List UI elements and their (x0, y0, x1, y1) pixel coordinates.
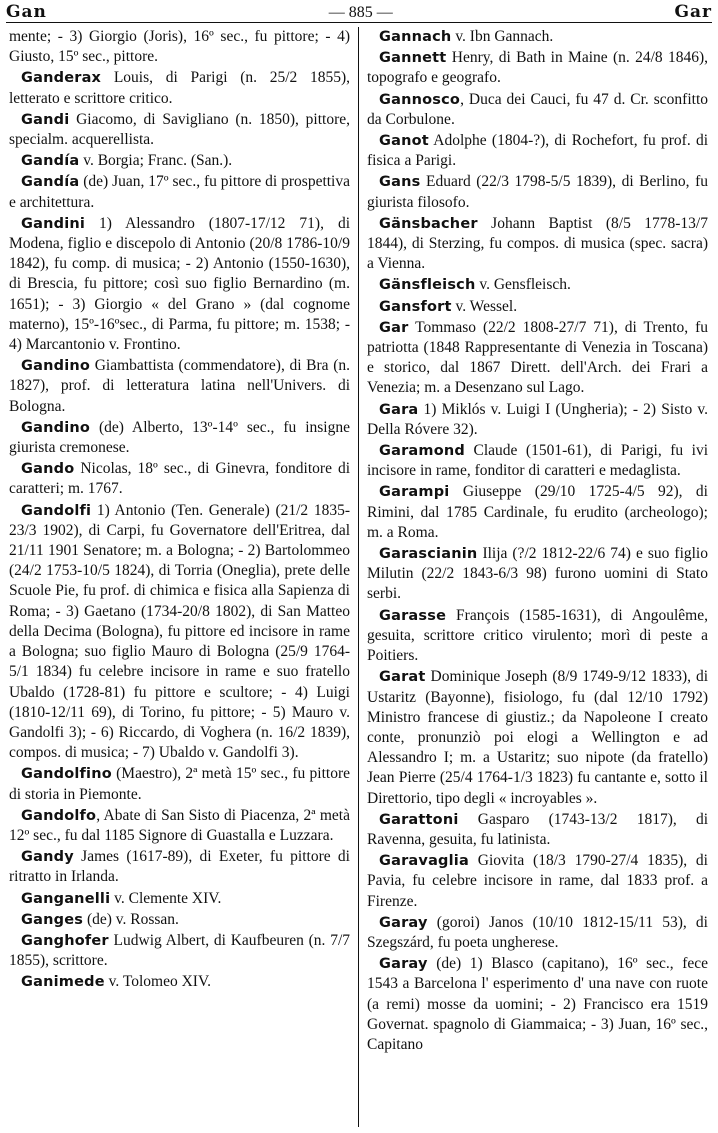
entry-headword: Gara (379, 401, 419, 418)
entry-headword: Garattoni (379, 811, 459, 828)
entry-headword: Gandía (21, 153, 80, 170)
entry-text: Tommaso (22/2 1808-27/7 71), di Trento, fu patriotta (1848 Rappresentante di Venezia in Toscana) e storico, dal 1867 Dirett. dell'Arch. dei Frari a Venezia; m. a Desenzano sul Lago. (367, 318, 708, 397)
entry-headword: Ganganelli (21, 890, 111, 907)
entry-headword: Gänsfleisch (379, 277, 476, 294)
entry-headword: Ganges (21, 911, 84, 928)
entry-headword: Garavaglia (379, 853, 469, 870)
right-column (364, 27, 711, 1127)
entry-text: 1) Miklós v. Luigi I (Ungheria); - 2) Sisto v. Della Róvere 32). (367, 400, 708, 438)
entry-text: Eduard (22/3 1798-5/5 1839), di Berlino, fu giurista filosofo. (367, 173, 708, 211)
entry-headword: Garampi (379, 484, 450, 501)
entry-headword: Gandy (21, 849, 74, 866)
dictionary-entry (367, 851, 708, 912)
entry-text: Nicolas, 18º sec., di Ginevra, fonditore di caratteri; m. 1767. (9, 460, 350, 498)
dictionary-entry (9, 214, 350, 355)
entry-text: v. Ibn Gannach. (451, 28, 554, 45)
dictionary-entry (367, 400, 708, 440)
entry-headword: Garascianin (379, 546, 478, 563)
left-column (6, 27, 353, 1127)
entry-text: (goroi) Janos (10/10 1812-15/11 53), di Szegszárd, fu poeta ungherese. (367, 913, 708, 951)
entry-text: Ilija (?/2 1812-22/6 74) e suo figlio Milutin (22/2 1843-6/3 98) furono uomini di Stato serbi. (367, 545, 708, 603)
entry-text: v. Clemente XIV. (110, 889, 222, 907)
page-number: — 885 — (328, 4, 393, 21)
dictionary-entry (367, 441, 708, 481)
entry-text: v. Borgia; Franc. (San.). (79, 152, 233, 170)
entry-text: v. Gensfleisch. (475, 276, 571, 294)
dictionary-entry (9, 110, 350, 150)
dictionary-entry (9, 501, 350, 764)
dictionary-entry (9, 910, 350, 930)
dictionary-entry (367, 90, 708, 130)
entry-headword: Garamond (379, 443, 465, 460)
header-left-headword: Gan (6, 2, 47, 22)
entry-text: , Duca dei Cauci, fu 47 d. Cr. sconfitto da Corbulone. (367, 90, 708, 128)
entry-headword: Gandino (21, 358, 91, 375)
dictionary-entry (367, 810, 708, 850)
entry-headword: Gar (379, 319, 409, 336)
dictionary-entry (9, 847, 350, 887)
dictionary-entry (367, 318, 708, 399)
entry-text: v. Wessel. (451, 297, 518, 315)
dictionary-entry (367, 913, 708, 953)
entry-headword: Gandolfo (21, 807, 97, 824)
entry-headword: Gänsbacher (379, 215, 478, 232)
dictionary-entry (367, 954, 708, 1055)
entry-headword: Garat (379, 669, 426, 686)
dictionary-entry (367, 27, 708, 47)
entry-text: (de) v. Rossan. (83, 910, 179, 928)
dictionary-entry (9, 27, 350, 67)
dictionary-entry (367, 667, 708, 808)
dictionary-entry (9, 764, 350, 804)
dictionary-entry (367, 606, 708, 667)
entry-text: Giovita (18/3 1790-27/4 1835), di Pavia, fu celebre incisore in rame, dal 1833 prof. a Firenze. (367, 852, 708, 910)
entry-text: (de) Juan, 17º sec., fu pittore di prospettiva e architettura. (9, 173, 350, 211)
entry-headword: Gandino (21, 419, 91, 436)
dictionary-entry (9, 459, 350, 499)
entry-text: Adolphe (1804-?), di Rochefort, fu prof. di fisica a Parigi. (367, 132, 708, 170)
column-divider (358, 27, 359, 1127)
dictionary-entry (367, 48, 708, 88)
dictionary-entry (367, 131, 708, 171)
page-header (6, 0, 712, 23)
entry-headword: Garay (379, 914, 428, 931)
entry-headword: Gannosco (379, 91, 461, 108)
entry-headword: Ganderax (21, 70, 102, 87)
entry-text: mente; - 3) Giorgio (Joris), 16º sec., fu pittore; - 4) Giusto, 15º sec., pittore. (9, 28, 350, 66)
dictionary-entry (367, 482, 708, 543)
entry-text: Claude (1501-61), di Parigi, fu ivi incisore in rame, fonditor di caratteri e medaglista. (367, 442, 708, 480)
header-right-headword: Gar (674, 2, 712, 22)
entry-text: v. Tolomeo XIV. (104, 973, 212, 991)
entry-text: 1) Alessandro (1807-17/12 71), di Modena, figlio e discepolo di Antonio (20/8 1786-10/9 1842), fu comp. di musica; - 2) Antonio (1550-1630), di Brescia, fu pittore; così suo figlio Bernardino (m. 1651); - 3) Giorgio « del Grano » (dal cognome materno), 15º-16ºsec., di Parma, fu pittore; m. 1538; - 4) Marcantonio v. Frontino. (9, 214, 350, 354)
entry-text: Henry, di Bath in Maine (n. 24/8 1846), topografo e geografo. (367, 49, 708, 87)
entry-text: 1) Antonio (Ten. Generale) (21/2 1835-23/3 1902), di Carpi, fu Governatore dell'Eritrea, dal 21/11 1901 Senatore; m. a Bologna; - 2) Bartolommeo (24/2 1753-10/5 1824), di Torria (Oneglia), prete delle Scuole Pie, fu prof. di chimica e fisica alla Sapienza di Roma; - 3) Gaetano (1734-20/8 1802), di San Matteo della Decima (Bologna), fu pittore ed incisore in rame a Bologna; suo figlio Mauro di Bologna (25/9 1764-5/1 1834) fu celebre incisore in rame e suo fratello Ubaldo (1728-81) fu pittore e scultore; - 4) Luigi (1810-12/11 69), di Torino, fu pittore; - 5) Mauro v. Gandolfi 3); - 6) Riccardo, di Voghera (n. 16/2 1839), compos. di musica; - 7) Ubaldo v. Gandolfi 3). (9, 501, 350, 762)
dictionary-entry (9, 172, 350, 212)
dictionary-entry (367, 544, 708, 605)
entry-text: Dominique Joseph (8/9 1749-9/12 1833), di Ustaritz (Bayonne), fisiologo, fu (dal 12/10 1792) Ministro francese di giustiz.; da Napoleone I creato conte, pronunziò poi elogi a Wellington e ad Alessandro I; m. a Ustaritz; suo nipote (da fratello) Jean Pierre (25/4 1764-1/3 1823) fu cantante e, sotto il Direttorio, tipo degli « incroyables ». (367, 668, 708, 807)
dictionary-entry (367, 275, 708, 295)
entry-text: Louis, di Parigi (n. 25/2 1855), letterato e scrittore critico. (9, 69, 350, 107)
dictionary-entry (9, 418, 350, 458)
dictionary-entry (9, 972, 350, 992)
dictionary-entry (367, 214, 708, 275)
page-columns (6, 27, 712, 1127)
entry-headword: Gandía (21, 174, 80, 191)
dictionary-entry (367, 172, 708, 212)
entry-headword: Gannach (379, 29, 452, 45)
entry-headword: Gandi (21, 111, 70, 128)
entry-text: Ludwig Albert, di Kaufbeuren (n. 7/7 1855), scrittore. (9, 931, 350, 970)
entry-headword: Garasse (379, 607, 447, 624)
dictionary-entry (9, 806, 350, 846)
entry-headword: Gando (21, 461, 75, 478)
entry-headword: Gans (379, 174, 421, 191)
entry-headword: Gandolfino (21, 766, 112, 783)
entry-headword: Gansfort (379, 298, 452, 315)
entry-headword: Ganimede (21, 974, 105, 991)
entry-text: François (1585-1631), di Angoulême, gesuita, scrittore critico virulento; morì di peste a Poitiers. (367, 606, 708, 665)
entry-text: Giacomo, di Savigliano (n. 1850), pittore, specialm. acquerellista. (9, 110, 350, 149)
dictionary-entry (9, 68, 350, 108)
entry-text: (de) Alberto, 13º-14º sec., fu insigne giurista cremonese. (9, 418, 350, 457)
dictionary-entry (9, 356, 350, 417)
entry-text: (Maestro), 2ª metà 15º sec., fu pittore di storia in Piemonte. (9, 765, 350, 803)
dictionary-entry (9, 151, 350, 171)
dictionary-entry (9, 931, 350, 971)
dictionary-entry (9, 889, 350, 909)
entry-text: Giambattista (commendatore), di Bra (n. 1827), prof. di letteratura latina nell'Univers. di Bologna. (9, 357, 350, 415)
entry-headword: Gandini (21, 215, 86, 232)
entry-text: , Abate di San Sisto di Piacenza, 2ª metà 12º sec., fu dal 1185 Signore di Guastalla e Luzzara. (9, 806, 350, 844)
entry-headword: Gandolfi (21, 502, 92, 519)
entry-text: Johann Baptist (8/5 1778-13/7 1844), di Sterzing, fu compos. di musica (spec. sacra) a Vienna. (367, 214, 708, 273)
entry-text: Giuseppe (29/10 1725-4/5 92), di Rimini, dal 1785 Cardinale, fu erudito (archeologo); m. a Roma. (367, 483, 708, 541)
entry-headword: Gannett (379, 50, 447, 67)
entry-text: Gasparo (1743-13/2 1817), di Ravenna, gesuita, fu latinista. (367, 810, 708, 848)
dictionary-entry (367, 297, 708, 317)
entry-headword: Ganot (379, 133, 429, 150)
entry-text: (de) 1) Blasco (capitano), 16º sec., fece 1543 a Barcelona l' esperimento d' una nave con ruote (a remi) mosse da uomini; - 2) Francisco era 1519 Governat. spagnolo di Giammaica; - 3) Juan, 16º sec., Capitano (367, 955, 708, 1053)
entry-headword: Ganghofer (21, 932, 109, 949)
entry-headword: Garay (379, 956, 428, 973)
entry-text: James (1617-89), di Exeter, fu pittore di ritratto in Irlanda. (9, 848, 350, 886)
